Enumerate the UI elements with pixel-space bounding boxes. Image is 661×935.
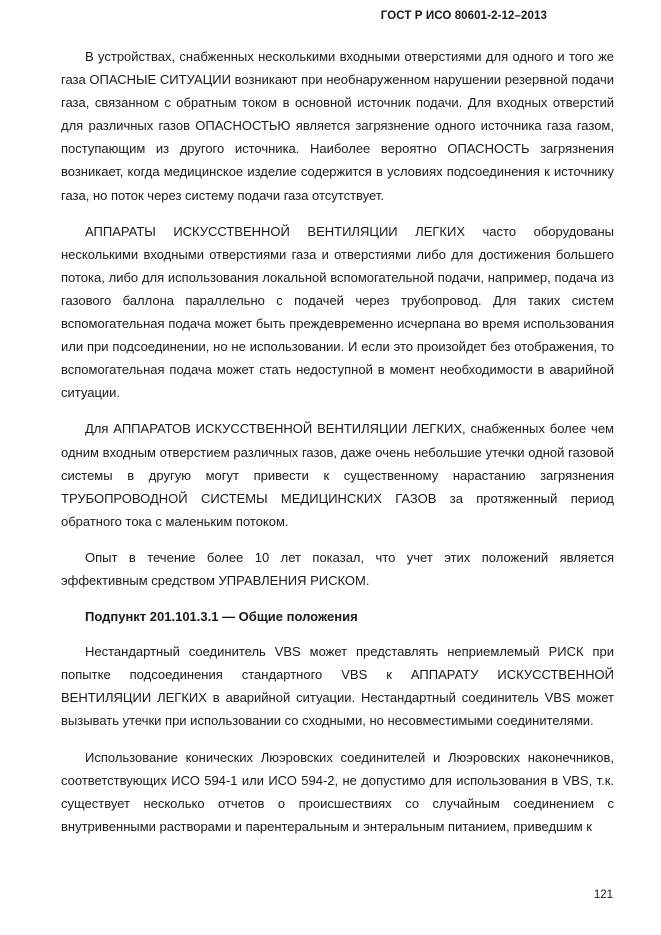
paragraph-experience: Опыт в течение более 10 лет показал, что учет этих положений является эффективным средством УПРАВЛЕНИЯ РИСКОМ. <box>61 549 614 588</box>
paragraph-vbs-connector: Нестандартный соединитель VBS может представлять неприемлемый РИСК при попытке подсоединения стандартного VBS к АППАРАТУ ИСКУССТВЕННОЙ ВЕНТИЛЯЦИИ ЛЕГКИХ в аварийной ситуации. Нестандартный соединитель VBS может вызывать утечки при использовании со сходными, но несовместимыми соединителями. <box>61 644 614 729</box>
paragraph-luer-connectors: Использование конических Люэровских соединителей и Люэровских наконечников, соответствующих ИСО 594-1 или ИСО 594-2, не допустимо для использования в VBS, т.к. существует несколько отчетов о происшествиях со случайным соединением с внутривенными растворами и парентеральным и энтеральным питанием, приведшим к <box>61 749 614 834</box>
page-number: 121 <box>593 889 613 901</box>
document-body <box>61 45 614 838</box>
paragraph-ventilator-inlets: АППАРАТЫ ИСКУССТВЕННОЙ ВЕНТИЛЯЦИИ ЛЕГКИХ часто оборудованы несколькими входными отверстиями газа и отверстиями либо для достижения большего потока, либо для использования локальной вспомогательной подачи, например, подача из газового баллона параллельно с подачей через трубопровод. Для таких систем вспомогательная подача может быть преждевременно исчерпана во время использования или при подсоединении, но не использовании. И если это произойдет без отображения, то вспомогательная подача может стать недоступной в момент необходимости в аварийной ситуации. <box>61 223 614 401</box>
subclause-heading: Подпункт 201.101.3.1 — Общие положения <box>85 609 358 625</box>
paragraph-gas-inlets: В устройствах, снабженных несколькими входными отверстиями для одного и того же газа ОПАСНЫЕ СИТУАЦИИ возникают при необнаруженном нарушении резервной подачи газа, связанном с обратным током в основной источник подачи. Для входных отверстий для различных газов ОПАСНОСТЬЮ является загрязнение одного источника газа газом, поступающим из другого источника. Наиболее вероятно ОПАСНОСТЬ загрязнения возникает, когда медицинское изделие содержится в условиях подсоединения к источнику газа, но поток через систему подачи газа отсутствует. <box>61 49 614 203</box>
document-header: ГОСТ Р ИСО 80601-2-12–2013 <box>380 10 547 22</box>
paragraph-leakage: Для АППАРАТОВ ИСКУССТВЕННОЙ ВЕНТИЛЯЦИИ ЛЕГКИХ, снабженных более чем одним входным отверстием различных газов, даже очень небольшие утечки одной газовой системы в другую могут привести к существенному нарастанию загрязнения ТРУБОПРОВОДНОЙ СИСТЕМЫ МЕДИЦИНСКИХ ГАЗОВ за протяженный период обратного тока с маленьким потоком. <box>61 421 614 529</box>
